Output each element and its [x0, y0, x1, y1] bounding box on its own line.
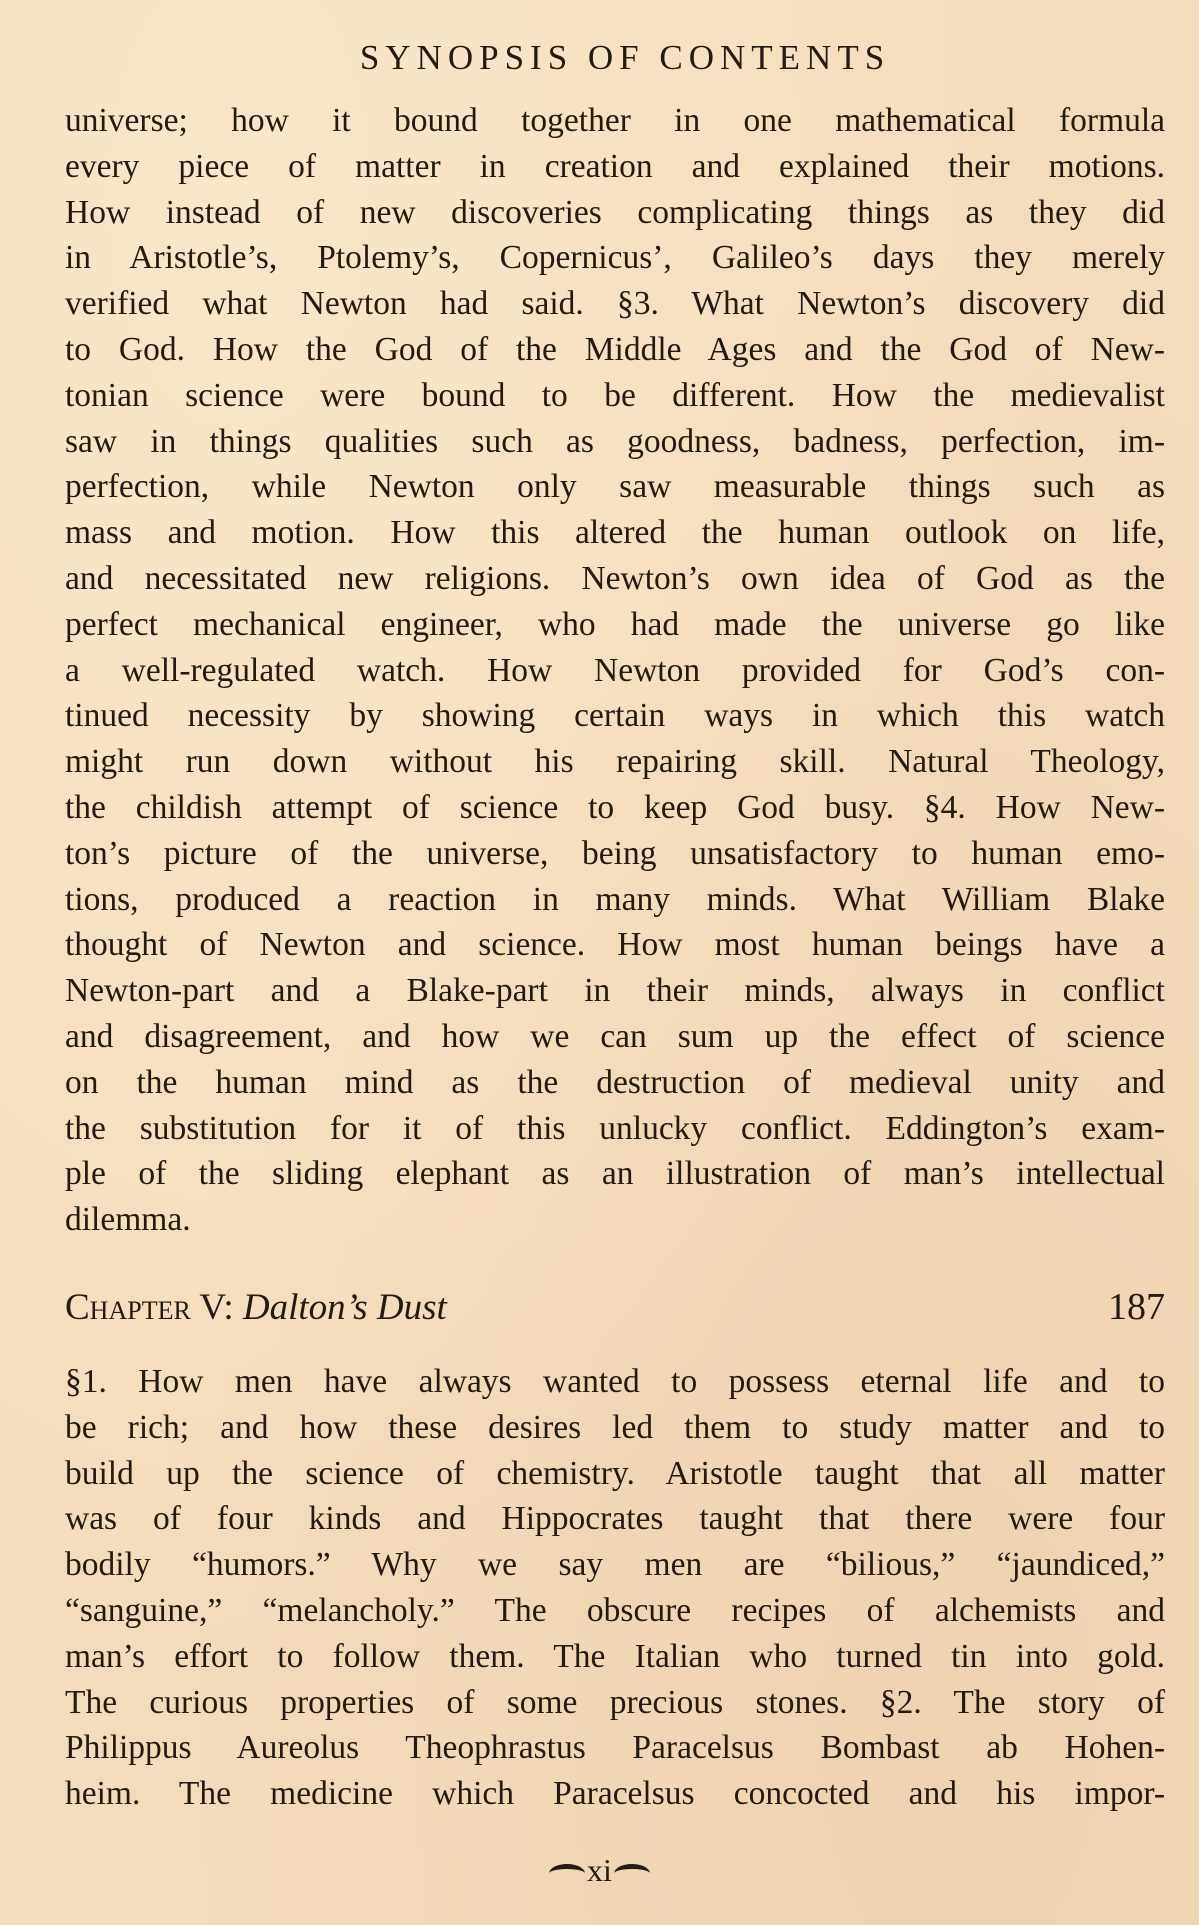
- text-line-content: How instead of new discoveries complicating things as they did: [65, 193, 1165, 231]
- book-page: [65, 0, 1165, 1817]
- continuation-paragraph: [65, 98, 1165, 1243]
- text-line: [65, 1151, 1165, 1197]
- text-line-content: thought of Newton and science. How most human beings have a: [65, 926, 1165, 964]
- text-line-content: mass and motion. How this altered the human outlook on life,: [65, 514, 1165, 552]
- page-folio: [0, 1852, 1199, 1889]
- text-line-content: be rich; and how these desires led them to study matter and to: [65, 1408, 1165, 1446]
- text-line-content: verified what Newton had said. §3. What Newton’s discovery did: [65, 285, 1165, 323]
- text-line: [65, 419, 1165, 465]
- text-line-content: was of four kinds and Hippocrates taught that there were four: [65, 1500, 1165, 1538]
- text-line-content: the childish attempt of science to keep God busy. §4. How New-: [65, 788, 1165, 826]
- chapter-synopsis-paragraph: [65, 1359, 1165, 1817]
- text-line: [65, 373, 1165, 419]
- text-line: [65, 144, 1165, 190]
- text-line: [65, 693, 1165, 739]
- chapter-title: Dalton’s Dust: [242, 1286, 447, 1328]
- text-line-content: might run down without his repairing skill. Natural Theology,: [65, 743, 1165, 781]
- text-line-content: “sanguine,” “melancholy.” The obscure recipes of alchemists and: [65, 1591, 1165, 1629]
- chapter-page-number: 187: [1108, 1285, 1165, 1328]
- text-line: [65, 190, 1165, 236]
- text-line-content: build up the science of chemistry. Aristotle taught that all matter: [65, 1454, 1165, 1492]
- text-line-content: the substitution for it of this unlucky conflict. Eddington’s exam-: [65, 1109, 1165, 1147]
- text-line-content: The curious properties of some precious stones. §2. The story of: [65, 1683, 1165, 1721]
- text-line: [65, 1588, 1165, 1634]
- text-line-content: perfection, while Newton only saw measurable things such as: [65, 468, 1165, 506]
- text-line: [65, 556, 1165, 602]
- running-head: SYNOPSIS OF CONTENTS: [359, 38, 891, 77]
- folio-number: xi: [587, 1852, 612, 1888]
- text-line: [65, 1197, 1165, 1243]
- text-line-content: and necessitated new religions. Newton’s own idea of God as the: [65, 559, 1165, 597]
- text-line-content: dilemma.: [65, 1201, 191, 1239]
- text-line-content: bodily “humors.” Why we say men are “bilious,” “jaundiced,”: [65, 1546, 1165, 1584]
- text-line-content: and disagreement, and how we can sum up the effect of science: [65, 1017, 1165, 1055]
- text-line: [65, 510, 1165, 556]
- text-line-content: a well-regulated watch. How Newton provided for God’s con-: [65, 651, 1165, 689]
- text-line-content: tions, produced a reaction in many minds. What William Blake: [65, 880, 1165, 918]
- text-line-content: Newton-part and a Blake-part in their minds, always in conflict: [65, 972, 1165, 1010]
- text-line: [65, 739, 1165, 785]
- text-line: [65, 1496, 1165, 1542]
- text-line-content: Philippus Aureolus Theophrastus Paracelsus Bombast ab Hohen-: [65, 1729, 1165, 1767]
- text-line: [65, 1106, 1165, 1152]
- right-swash-ornament: [614, 1864, 650, 1883]
- text-line-content: on the human mind as the destruction of medieval unity and: [65, 1063, 1165, 1101]
- text-line: [65, 235, 1165, 281]
- text-line: [65, 1014, 1165, 1060]
- text-line-content: in Aristotle’s, Ptolemy’s, Copernicus’, Galileo’s days they merely: [65, 239, 1165, 277]
- text-line: [65, 1542, 1165, 1588]
- text-line: [65, 327, 1165, 373]
- text-line: [65, 1451, 1165, 1497]
- text-line-content: saw in things qualities such as goodness, badness, perfection, im-: [65, 422, 1165, 460]
- left-swash-ornament: [549, 1864, 585, 1883]
- text-line: [65, 281, 1165, 327]
- text-line-content: universe; how it bound together in one mathematical formula: [65, 102, 1165, 139]
- text-line: [65, 98, 1165, 144]
- chapter-label: Chapter V:: [65, 1286, 234, 1328]
- text-line: [65, 1634, 1165, 1680]
- text-line-content: perfect mechanical engineer, who had made the universe go like: [65, 605, 1165, 643]
- text-line: [65, 785, 1165, 831]
- text-line-content: ple of the sliding elephant as an illustration of man’s intellectual: [65, 1155, 1165, 1193]
- text-line: [65, 1725, 1165, 1771]
- text-line: [65, 1680, 1165, 1726]
- text-line-content: to God. How the God of the Middle Ages and the God of New-: [65, 330, 1165, 368]
- text-line: [65, 648, 1165, 694]
- text-line: [65, 1359, 1165, 1405]
- text-line-content: tinued necessity by showing certain ways in which this watch: [65, 697, 1165, 735]
- text-line-content: heim. The medicine which Paracelsus concocted and his impor-: [65, 1775, 1165, 1813]
- text-line: [65, 1060, 1165, 1106]
- text-line: [65, 968, 1165, 1014]
- text-line: [65, 922, 1165, 968]
- text-line-content: every piece of matter in creation and explained their motions.: [65, 147, 1165, 185]
- text-line-content: man’s effort to follow them. The Italian who turned tin into gold.: [65, 1637, 1165, 1675]
- text-line: [65, 602, 1165, 648]
- text-line: [65, 831, 1165, 877]
- chapter-title-group: [65, 1286, 447, 1329]
- text-line-content: §1. How men have always wanted to possess eternal life and to: [65, 1362, 1165, 1400]
- text-line: [65, 464, 1165, 510]
- text-line: [65, 1771, 1165, 1817]
- text-line: [65, 1405, 1165, 1451]
- text-line-content: ton’s picture of the universe, being unsatisfactory to human emo-: [65, 834, 1165, 872]
- text-line: [65, 877, 1165, 923]
- chapter-heading: [65, 1285, 1165, 1345]
- text-line-content: tonian science were bound to be different. How the medievalist: [65, 376, 1165, 414]
